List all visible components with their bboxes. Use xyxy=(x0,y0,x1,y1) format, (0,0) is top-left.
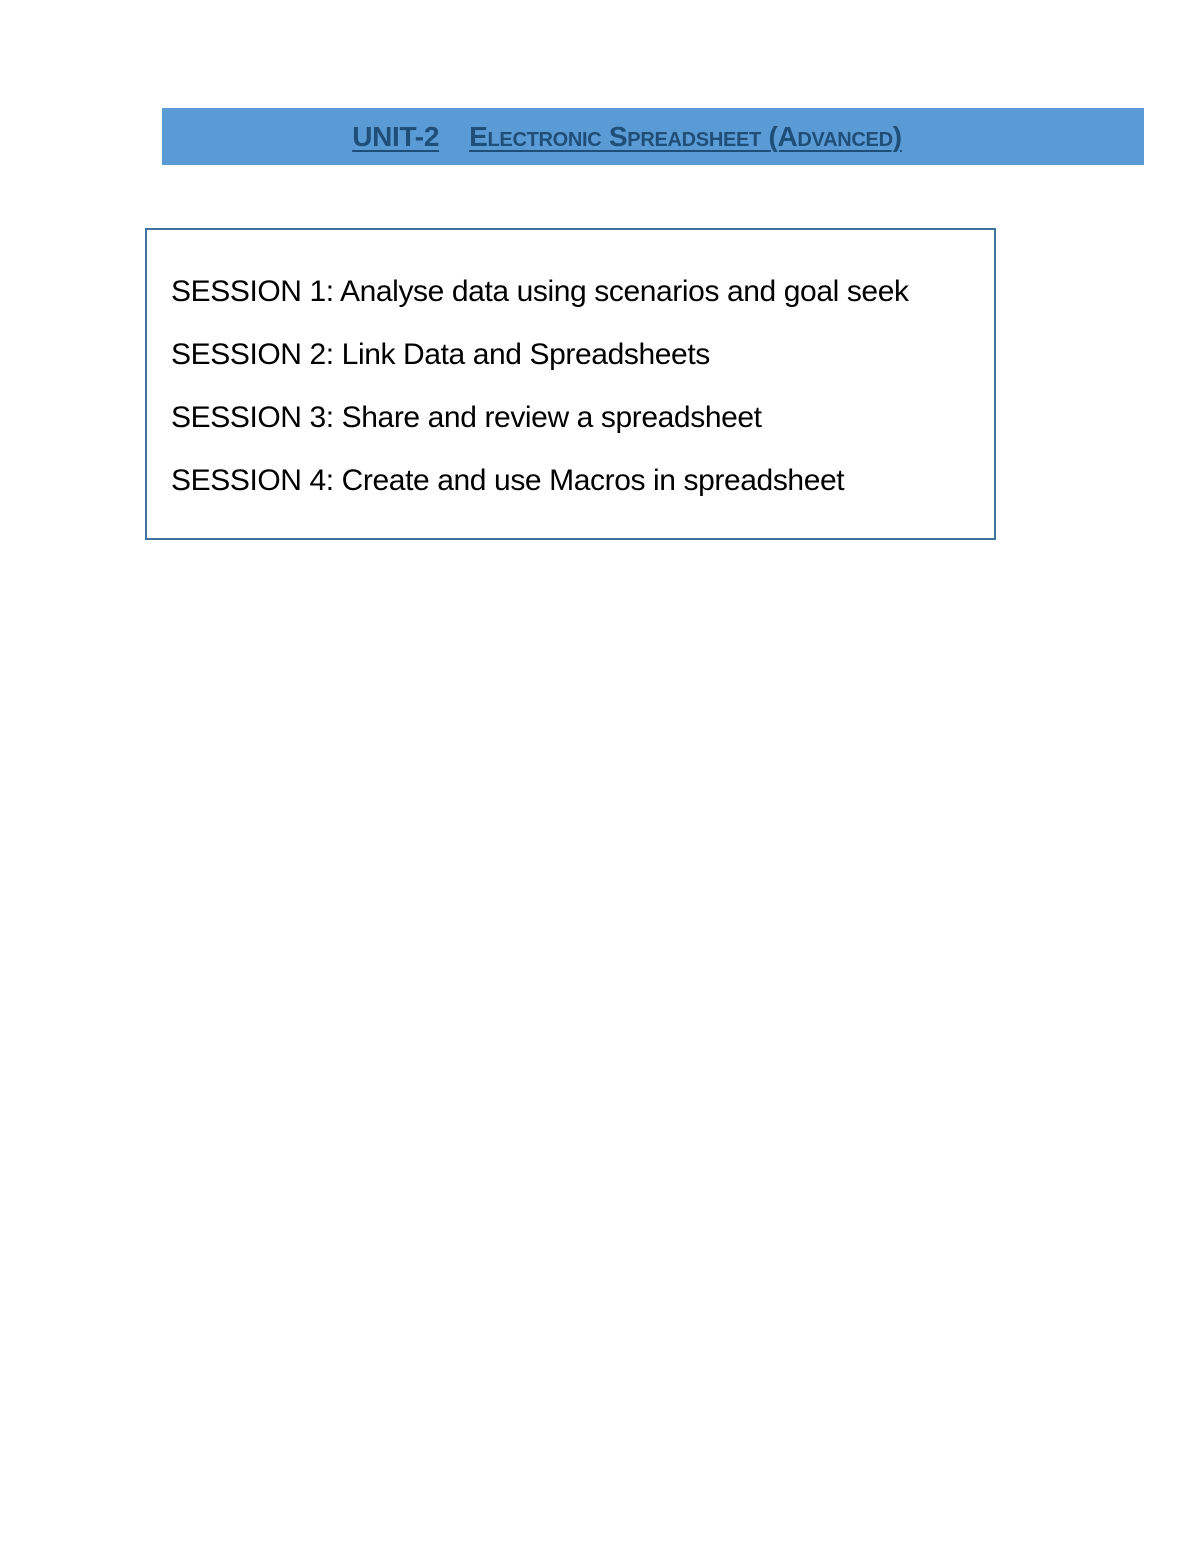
unit-title-bar xyxy=(162,108,1144,165)
session-list xyxy=(171,260,909,512)
session-item-3: SESSION 3: Share and review a spreadsheet xyxy=(171,401,762,434)
sessions-box xyxy=(145,228,996,540)
unit-name: Electronic Spreadsheet (Advanced) xyxy=(469,120,902,152)
unit-title xyxy=(352,121,902,153)
session-item-1: SESSION 1: Analyse data using scenarios and goal seek xyxy=(171,275,909,308)
unit-number: UNIT-2 xyxy=(352,120,440,152)
session-item-2: SESSION 2: Link Data and Spreadsheets xyxy=(171,338,710,371)
session-item-4: SESSION 4: Create and use Macros in spreadsheet xyxy=(171,464,845,497)
